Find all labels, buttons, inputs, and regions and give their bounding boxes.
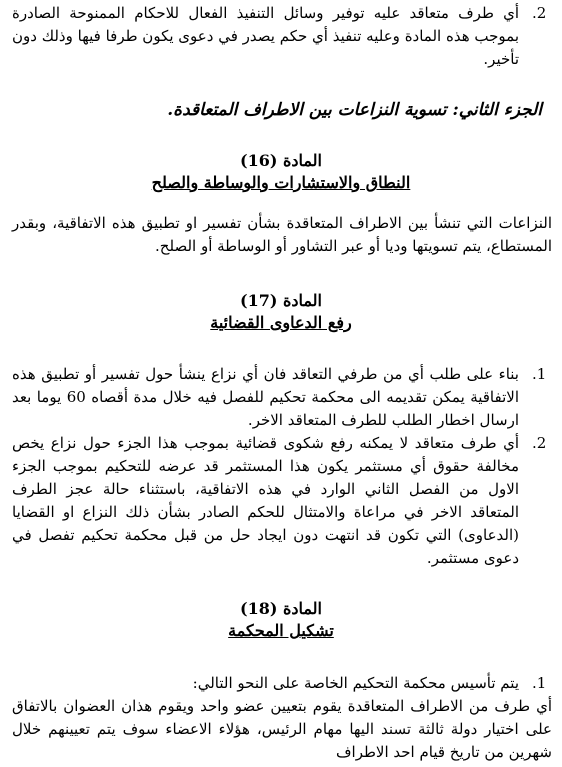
item-intro: يتم تأسيس محكمة التحكيم الخاصة على النحو التالي: — [192, 674, 519, 692]
article-18-text: أي طرف من الاطراف المتعاقدة يقوم بتعيين عضو واحد ويقوم هذان العضوان بالاتفاق على اختيار دولة ثالثة تسند اليها مهام الرئيس، هؤلاء الاعضاء سوف يتم تعيينهم خلال شهرين من تاريخ قيام احد الاطراف — [12, 697, 552, 761]
article-number: المادة (16) — [240, 151, 322, 170]
list-item — [12, 432, 552, 570]
article-heading: تشكيل المحكمة — [228, 621, 334, 640]
list-item — [12, 363, 552, 432]
article-heading: النطاق والاستشارات والوساطة والصلح — [151, 173, 411, 192]
article-16-title — [0, 150, 562, 194]
item-text: أي طرف متعاقد لا يمكنه رفع شكوى قضائية بموجب هذا الجزء حول نزاع يخص مخالفة حقوق أي مستثمر يكون هذا المستثمر قد عرضه للتحكيم بموجب الجزء الاول من الفصل الثاني الوارد في هذه الاتفاقية، باستثناء حالة عجز الطرف المتعاقد الاخر في مراعاة والامتثال للحكم الصادر بشأن ذلك النزاع او القضايا (الدعاوى) التي تكون قد انتهت دون ايجاد حل من قبل محكمة تحكيم تفصل في دعوى مستثمر. — [12, 434, 519, 567]
article-number: المادة (17) — [240, 291, 322, 310]
list-item — [12, 2, 552, 71]
article-17-title — [0, 290, 562, 334]
part-title: الجزء الثاني: تسوية النزاعات بين الاطراف المتعاقدة. — [167, 100, 542, 120]
list-item — [12, 672, 552, 695]
article-16-text: النزاعات التي تنشأ بين الاطراف المتعاقدة بشأن تفسير او تطبيق هذه الاتفاقية، وبقدر المستطاع، يتم تسويتها وديا أو عبر التشاور أو الوساطة أو الصلح. — [12, 214, 552, 255]
item-number: 1. — [532, 674, 547, 692]
article-number: المادة (18) — [240, 599, 322, 618]
item-number: 2. — [532, 4, 547, 22]
article-heading: رفع الدعاوى القضائية — [210, 313, 352, 332]
item-text: أي طرف متعاقد عليه توفير وسائل التنفيذ الفعال للاحكام الممنوحة الصادرة بموجب هذه المادة وعليه تنفيذ أي حكم يصدر في دعوى يكون طرفا فيها وذلك دون تأخير. — [12, 4, 519, 68]
item-number: 2. — [532, 434, 547, 452]
item-number: 1. — [532, 365, 547, 383]
article-18-title — [0, 598, 562, 642]
item-text: بناء على طلب أي من طرفي التعاقد فان أي نزاع ينشأ حول تفسير أو تطبيق هذه الاتفاقية يمكن تقديمه الى محكمة تحكيم للفصل فيه خلال مدة أقصاه 60 يوما بعد ارسال اخطار الطلب للطرف المتعاقد الاخر. — [12, 365, 519, 429]
